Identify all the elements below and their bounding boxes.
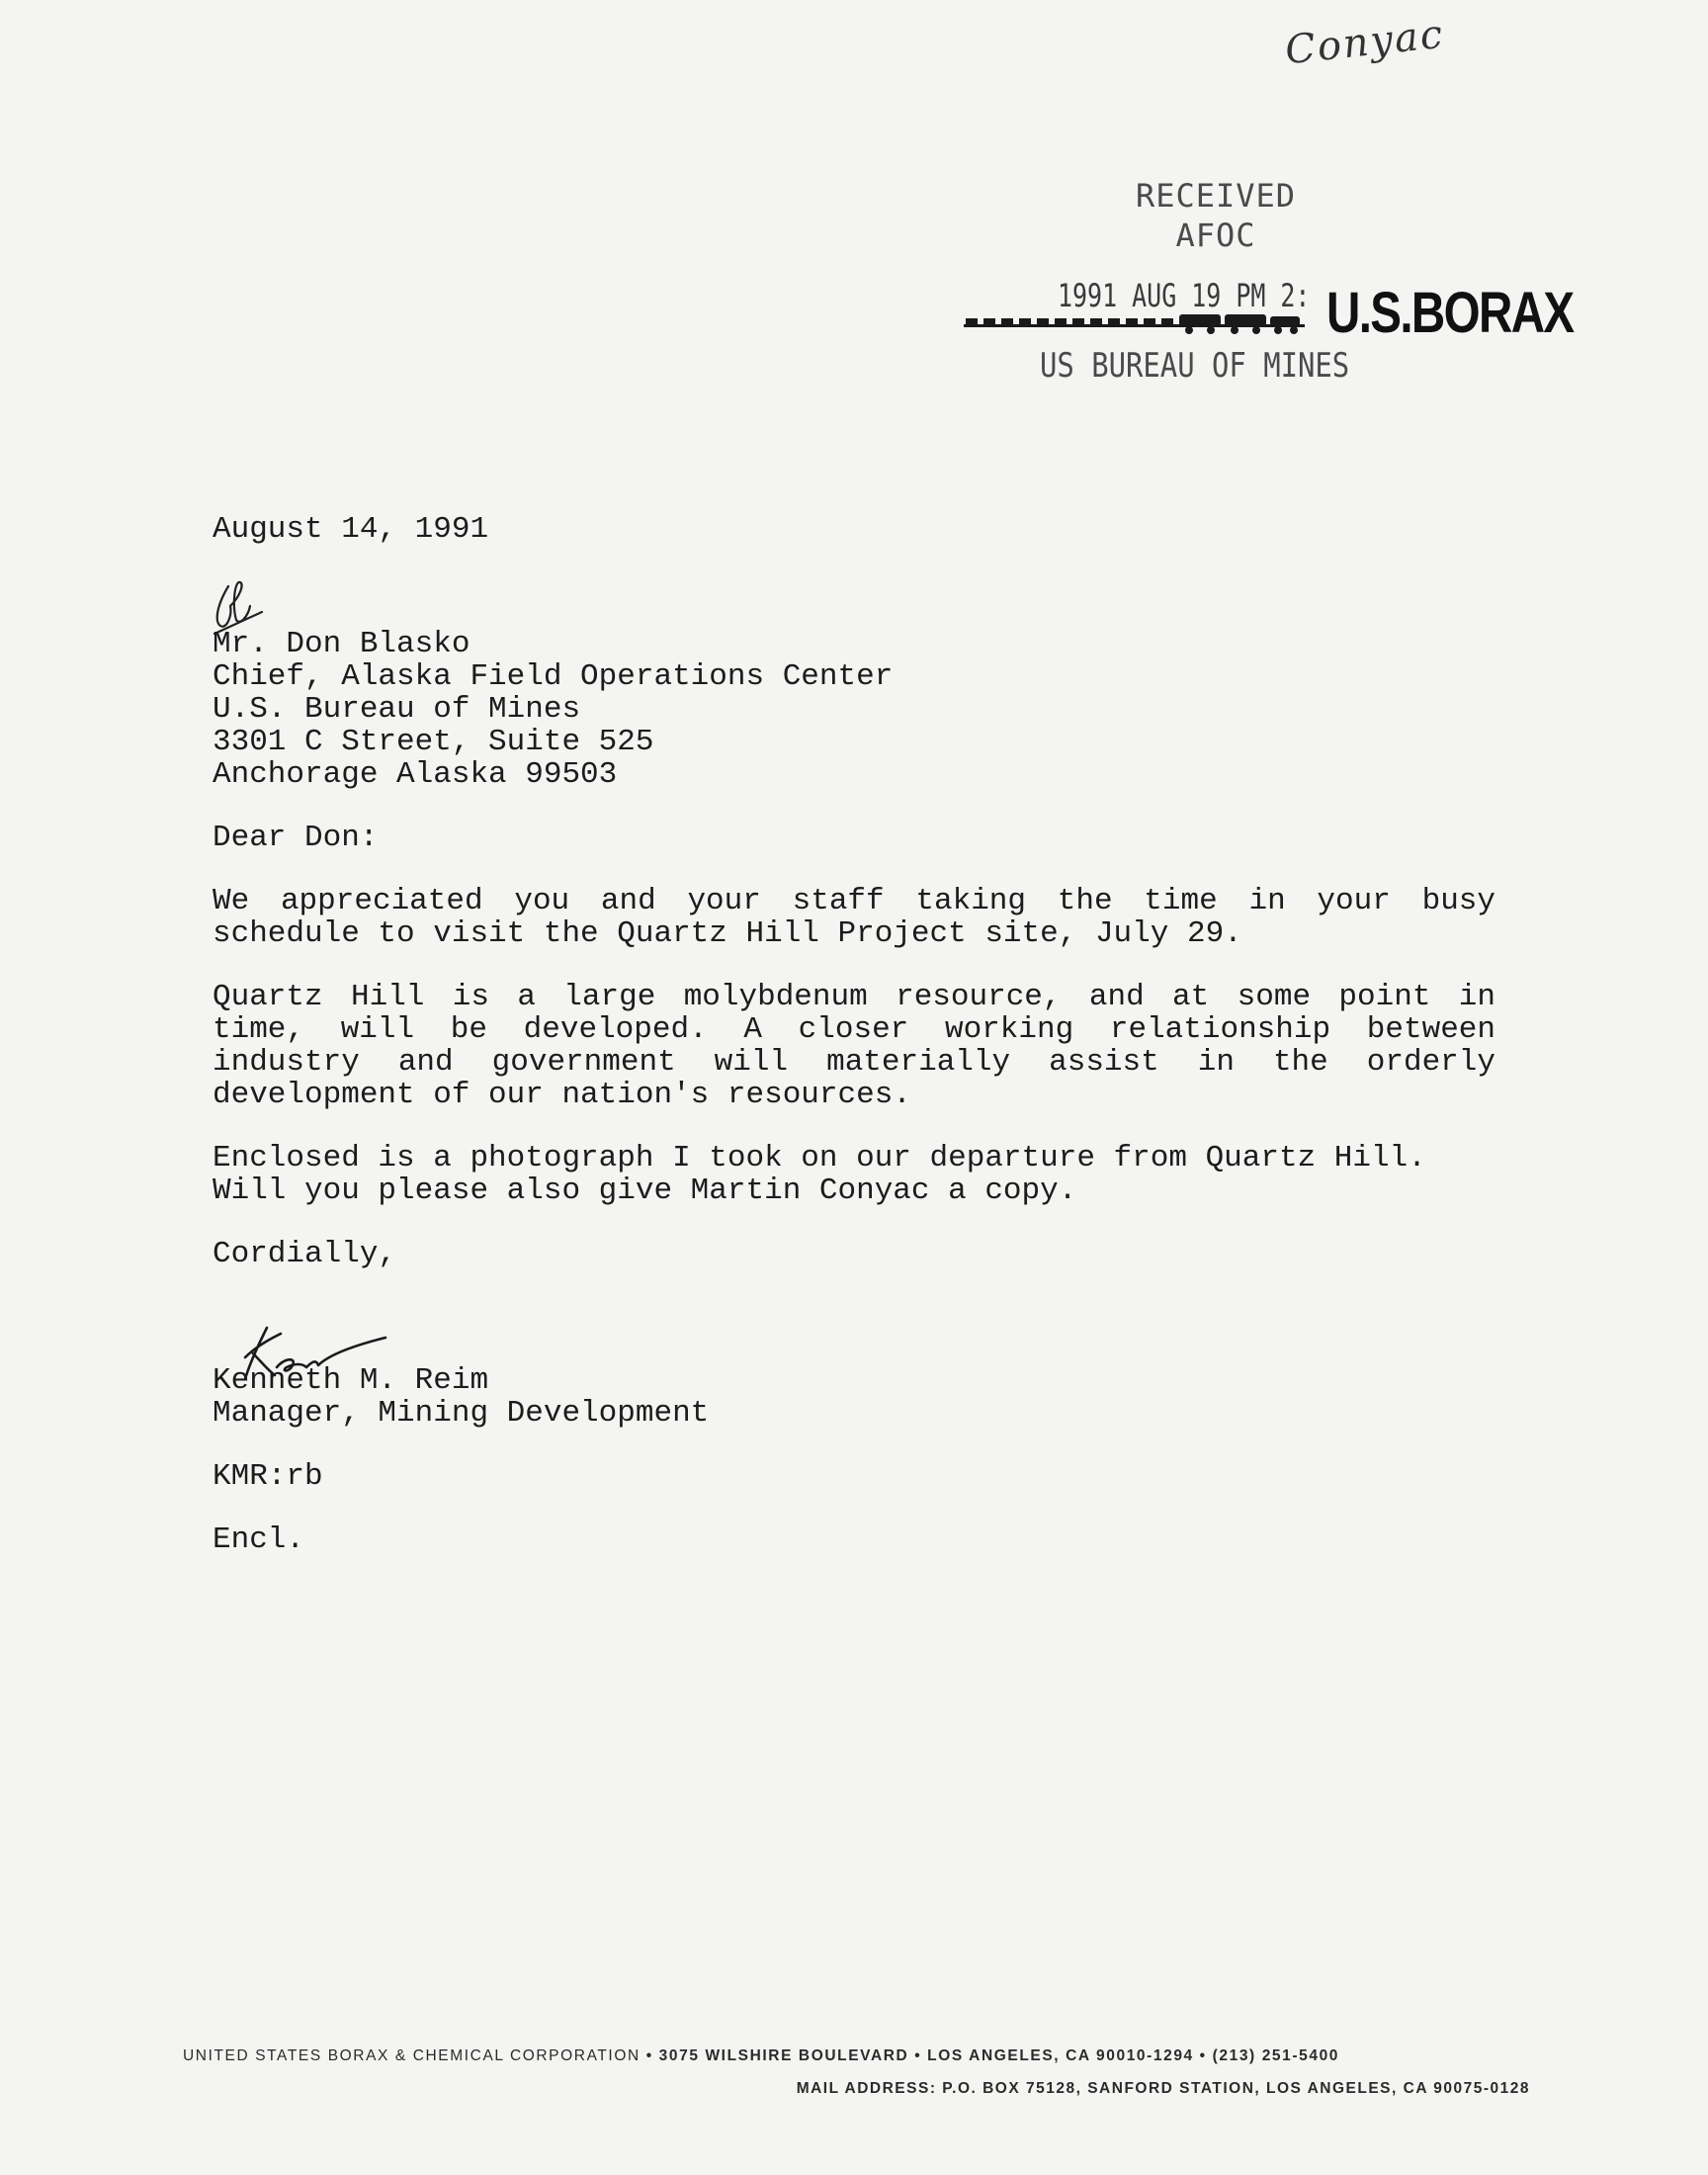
recipient-block [213,628,1497,791]
paragraph-1 [213,885,1495,950]
paragraph-line: Enclosed is a photograph I took on our departure from Quartz Hill. [213,1141,1426,1175]
recipient-line: Mr. Don Blasko [213,627,470,661]
salutation: Dear Don: [213,821,379,855]
paragraph-line: industry and government will materially assist in the orderly [213,1045,1495,1080]
paragraph-line: schedule to visit the Quartz Hill Project site, July 29. [213,916,1242,951]
received-stamp [1107,176,1324,255]
footer-company-line: UNITED STATES BORAX & CHEMICAL CORPORATION • 3075 WILSHIRE BOULEVARD • LOS ANGELES, CA 90010-1294 • (213) 251-5400 [183,2047,1340,2064]
signer-title: Manager, Mining Development [213,1396,710,1431]
footer-address: 3075 WILSHIRE BOULEVARD • LOS ANGELES, CA 90010-1294 • (213) 251-5400 [658,2047,1340,2064]
mule-train-logo-icon [964,312,1305,334]
recipient-line: Chief, Alaska Field Operations Center [213,659,894,694]
handwritten-annotation: Conyac [1283,11,1447,74]
enclosure-note: Encl. [213,1522,305,1557]
reference-initials: KMR:rb [213,1459,323,1494]
footer-mail-address: MAIL ADDRESS: P.O. BOX 75128, SANFORD STATION, LOS ANGELES, CA 90075-0128 [796,2080,1530,2097]
paragraph-line: development of our nation's resources. [213,1078,911,1112]
date-stamp: 1991 AUG 19 PM 2: [1058,277,1311,314]
paragraph-line: Quartz Hill is a large molybdenum resource, and at some point in [213,980,1495,1014]
paragraph-line: We appreciated you and your staff taking the time in your busy [213,884,1495,918]
footer-company: UNITED STATES BORAX & CHEMICAL CORPORATION [183,2047,640,2064]
paragraph-line: time, will be developed. A closer working relationship between [213,1012,1495,1047]
received-stamp-line1: RECEIVED [1135,177,1297,215]
bureau-stamp: US BUREAU OF MINES [1040,346,1350,386]
recipient-line: 3301 C Street, Suite 525 [213,725,654,759]
signer-name: Kenneth M. Reim [213,1363,489,1398]
paragraph-2 [213,981,1495,1111]
paragraph-3 [213,1142,1495,1207]
letter-date: August 14, 1991 [213,512,489,547]
closing: Cordially, [213,1237,397,1271]
paragraph-line: Will you please also give Martin Conyac a copy. [213,1174,1077,1208]
received-stamp-line2: AFOC [1175,217,1256,254]
letter-body [213,513,1497,1556]
recipient-line: U.S. Bureau of Mines [213,692,581,727]
recipient-line: Anchorage Alaska 99503 [213,757,618,792]
brand-logo: U.S.BORAX [1326,281,1574,345]
signature-icon [237,1318,395,1392]
